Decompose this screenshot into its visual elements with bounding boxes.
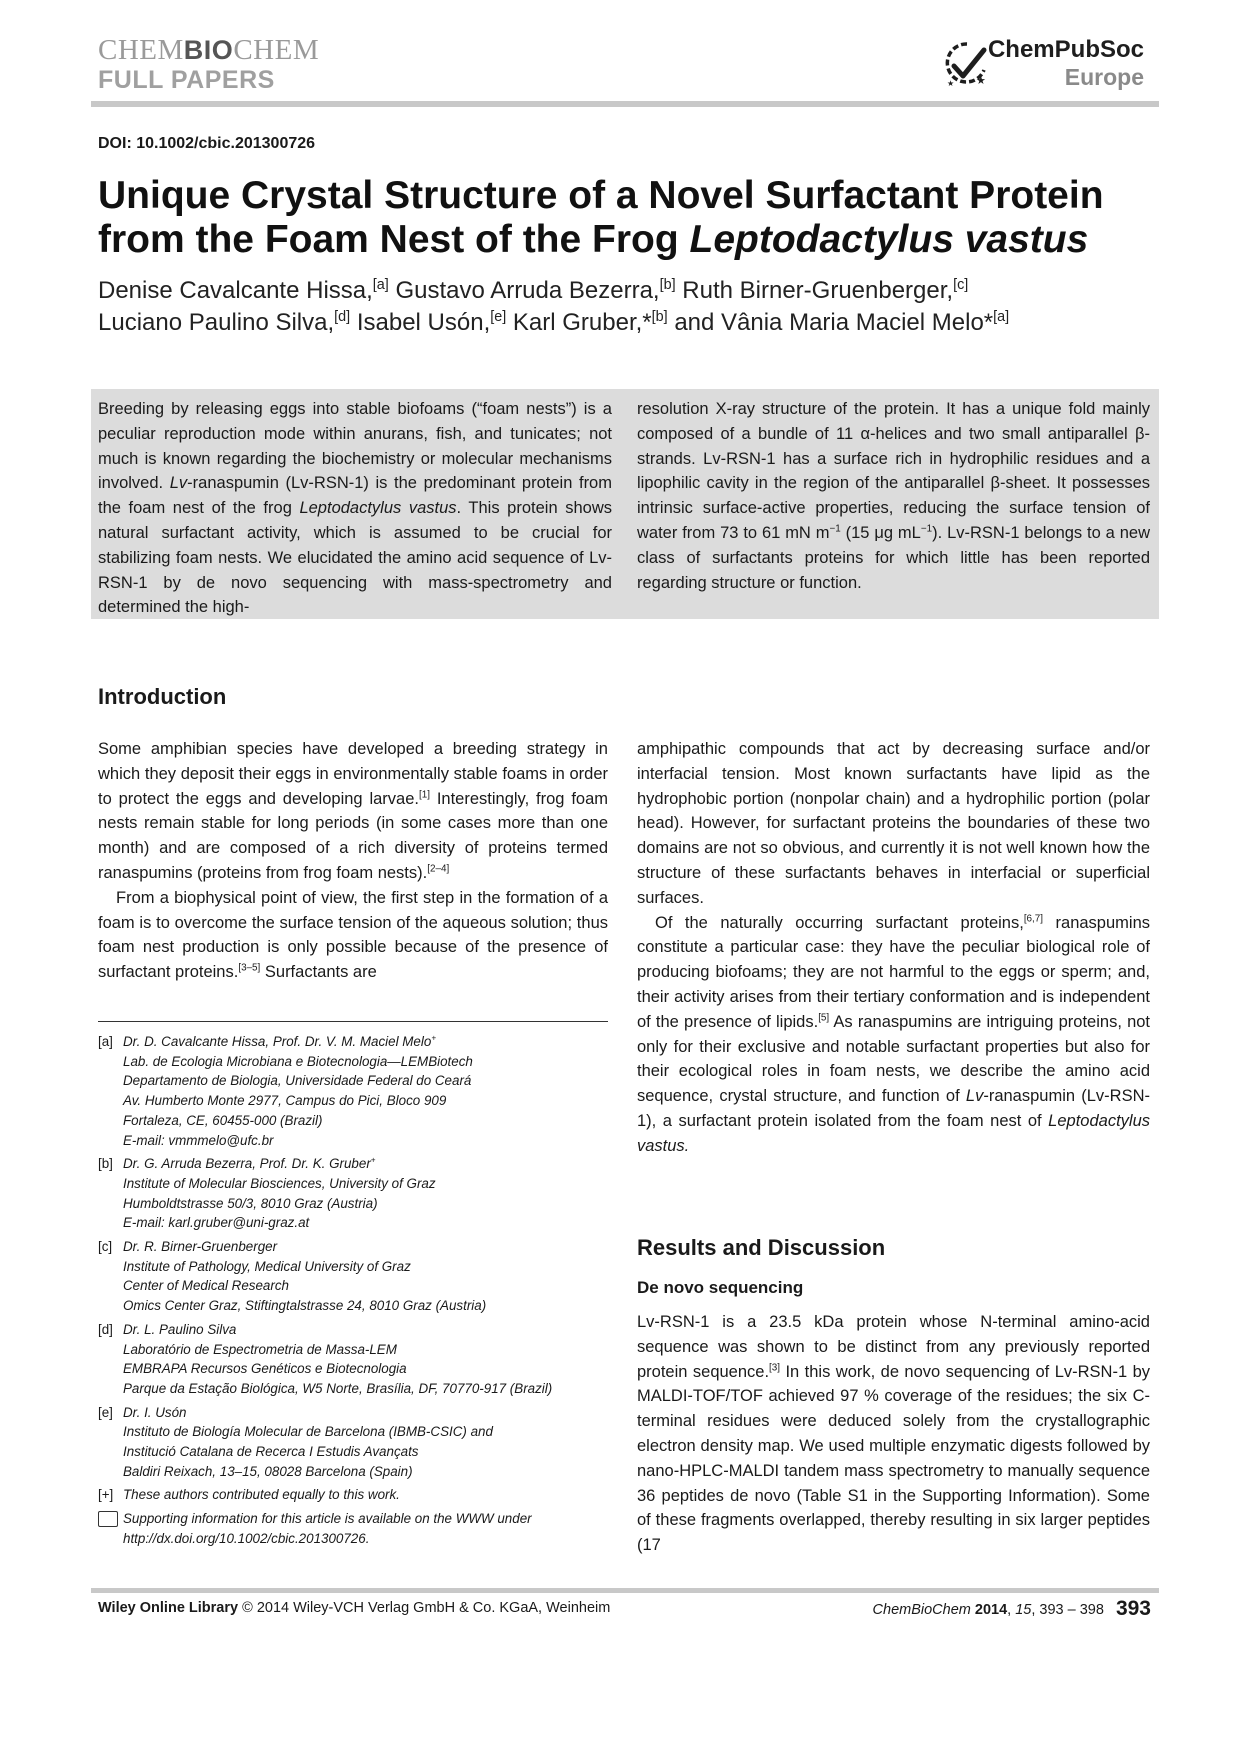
title-species: Leptodactylus vastus: [689, 218, 1089, 261]
title-line: [98, 218, 1158, 262]
affiliation-a: [a] Dr. D. Cavalcante Hissa, Prof. Dr. V. M. Maciel Melo+ Lab. de Ecologia Microbiana e Biotecnologia—LEMBiotech Departamento de Biologia, Universidade Federal do Ceará Av. Humberto Monte 2977, Campus do Pici, Bloco 909 Fortaleza, CE, 60455-000 (Brazil) E-mail: vmmmelo@ufc.br: [98, 1032, 608, 1150]
chempubsoc-star-logo-icon: [944, 40, 990, 90]
affiliations: [98, 1032, 608, 1553]
copyright: © 2014 Wiley-VCH Verlag GmbH & Co. KGaA, Weinheim: [238, 1600, 611, 1616]
author: Luciano Paulino Silva,[d]: [98, 309, 351, 336]
citation: [2–4]: [427, 863, 450, 875]
publisher-name: ChemPubSoc: [987, 36, 1144, 63]
publisher-region: Europe: [1064, 64, 1144, 90]
author: Isabel Usón,[e]: [356, 309, 507, 336]
results-heading: Results and Discussion: [637, 1235, 886, 1260]
equal-contribution-note: [+] These authors contributed equally to this work.: [98, 1487, 400, 1503]
citation: [3–5]: [238, 962, 261, 974]
title-text: from the Foam Nest of the Frog: [98, 218, 690, 261]
header-rule: [91, 101, 1159, 107]
author: Denise Cavalcante Hissa,[a]: [98, 277, 389, 304]
supporting-info-icon: [98, 1511, 118, 1527]
citation: [6,7]: [1023, 913, 1044, 925]
citation: [1]: [418, 789, 430, 801]
paragraph: From a biophysical point of view, the first step in the formation of a foam is to overcome the surface tension of the aqueous solution; thus foam nest production is only possible because of the presence of surfactant proteins.[3–5] Surfactants are: [98, 888, 608, 982]
footer-citation: ChemBioChem 2014, 15, 393 – 398 393: [872, 1597, 1151, 1620]
email[interactable]: E-mail: vmmmelo@ufc.br: [123, 1132, 274, 1148]
paragraph: Some amphibian species have developed a breeding strategy in which they deposit their eggs in environmentally stable foams in order to protect the eggs and developing larvae.[1] Interestingly, frog foam nests remain stable for long periods (in some cases more than one month) and are composed of a rich diversity of proteins termed ranaspumins (proteins from frog foam nests).[2–4]: [98, 740, 608, 882]
publisher-logo: [988, 38, 1144, 89]
author: Ruth Birner-Gruenberger,[c]: [682, 277, 969, 304]
results-paragraph: Lv-RSN-1 is a 23.5 kDa protein whose N-terminal amino-acid sequence was shown to be distinct from any previously reported protein sequence.[3] In this work, de novo sequencing of Lv-RSN-1 by MALDI-TOF/TOF achieved 97 % coverage of the residues; the six C-terminal residues were deduced solely from the crystallographic electron density map. We used multiple enzymatic digests followed by nano-HPLC-MALDI tandem mass spectrometry to manually sequence 36 peptides de novo (Table S1 in the Supporting Information). Some of these fragments overlapped, thereby resulting in six larger peptides (17: [637, 1313, 1150, 1555]
author-list: [98, 275, 1158, 339]
citation: [3]: [769, 1362, 781, 1374]
title-line: Unique Crystal Structure of a Novel Surfactant Protein: [98, 174, 1104, 217]
citation: [5]: [818, 1012, 830, 1024]
affiliation-e: [e] Dr. I. Usón Instituto de Biología Molecular de Barcelona (IBMB-CSIC) and Institució Catalana de Recerca I Estudis Avançats Baldiri Reixach, 13–15, 08028 Barcelona (Spain): [98, 1404, 493, 1479]
email[interactable]: E-mail: karl.gruber@uni-graz.at: [123, 1215, 310, 1231]
svg-text:★: ★: [947, 79, 955, 88]
affiliation-c: [c] Dr. R. Birner-Gruenberger Institute of Pathology, Medical University of Graz Center of Medical Research Omics Center Graz, Stiftingtalstrasse 24, 8010 Graz (Austria): [98, 1239, 487, 1314]
footnote-rule: [98, 1021, 608, 1022]
page-number: 393: [1115, 1597, 1151, 1620]
journal-name-part: CHEM: [98, 34, 184, 66]
introduction-left-column: [98, 737, 608, 985]
footer-left: [98, 1600, 610, 1616]
abstract-right-column: resolution X-ray structure of the protein. It has a unique fold mainly composed of a bundle of 11 α-helices and two small antiparallel β-strands. Lv-RSN-1 has a surface rich in hydrophilic residues and a lipophilic cavity in the region of the antiparallel β-sheet. It possesses intrinsic surface-active properties, reducing the surface tension of water from 73 to 61 mN $m^{-1}$ (15 μg $mL^{-1}$). Lv-RSN-1 belongs to a new class of surfactants proteins for which little has been reported regarding structure or function.: [637, 400, 1150, 592]
section-label: FULL PAPERS: [98, 66, 275, 94]
author: Karl Gruber,*[b]: [512, 309, 668, 336]
doi: DOI: 10.1002/cbic.201300726: [98, 135, 316, 152]
introduction-heading: Introduction: [98, 684, 227, 709]
de-novo-subheading: De novo sequencing: [637, 1278, 804, 1297]
affiliation-b: [b] Dr. G. Arruda Bezerra, Prof. Dr. K. Gruber+ Institute of Molecular Biosciences, University of Graz Humboldtstrasse 50/3, 8010 Graz (Austria) E-mail: karl.gruber@uni-graz.at: [98, 1154, 608, 1233]
journal-name-bold: BIO: [183, 35, 234, 65]
supporting-info-link[interactable]: http://dx.doi.org/10.1002/cbic.201300726.: [123, 1530, 370, 1546]
svg-text:★: ★: [976, 74, 986, 87]
journal-name-part: CHEM: [233, 34, 320, 66]
supporting-info-note: Supporting information for this article is available on the WWW under http://dx.doi.org/10.1002/cbic.201300726.: [98, 1509, 608, 1548]
author: and Vânia Maria Maciel Melo*[a]: [674, 309, 1010, 336]
footer-rule: [91, 1588, 1159, 1593]
affiliation-d: [d] Dr. L. Paulino Silva Laboratório de Espectrometria de Massa-LEM EMBRAPA Recursos Genéticos e Biotecnologia Parque da Estação Biológica, W5 Norte, Brasília, DF, 70770-917 (Brazil): [98, 1321, 553, 1396]
paragraph: Of the naturally occurring surfactant proteins,[6,7] ranaspumins constitute a particular case: they have the peculiar biological role of producing biofoams; they are not harmful to the eggs or sperm; and, their activity arises from their tertiary conformation and is independent of the presence of lipids.[5] As ranaspumins are intriguing proteins, not only for their exclusive and notable surfactant properties but also for their ecological roles in foam nests, we describe the amino acid sequence, crystal structure, and function of Lv-ranaspumin (Lv-RSN-1), a surfactant protein isolated from the foam nest of Leptodactylus vastus.: [637, 913, 1151, 1155]
article-title: [98, 174, 1158, 262]
journal-name: [98, 36, 319, 65]
abstract-left-column: Breeding by releasing eggs into stable biofoams (“foam nests”) is a peculiar reproduction mode within anurans, fish, and tunicates; not much is known regarding the biochemistry or molecular mechanisms involved. Lv-ranaspumin (Lv-RSN-1) is the predominant protein from the foam nest of the frog Leptodactylus vastus. This protein shows natural surfactant activity, which is assumed to be crucial for stabilizing foam nests. We elucidated the amino acid sequence of Lv-RSN-1 by de novo sequencing with mass-spectrometry and determined the high-: [98, 400, 612, 617]
paragraph: amphipathic compounds that act by decreasing surface and/or interfacial tension. Most known surfactants have lipid as the hydrophobic portion (nonpolar chain) and a hydrophilic portion (polar head). However, for surfactant proteins the boundaries of these two domains are not so obvious, and currently it is not well known how the structure of these surfactants behaves in interfacial or superficial surfaces.: [637, 740, 1150, 907]
introduction-right-column: [637, 737, 1150, 1159]
wiley-online-library-link[interactable]: Wiley Online Library: [98, 1600, 239, 1616]
author: Gustavo Arruda Bezerra,[b]: [395, 277, 676, 304]
